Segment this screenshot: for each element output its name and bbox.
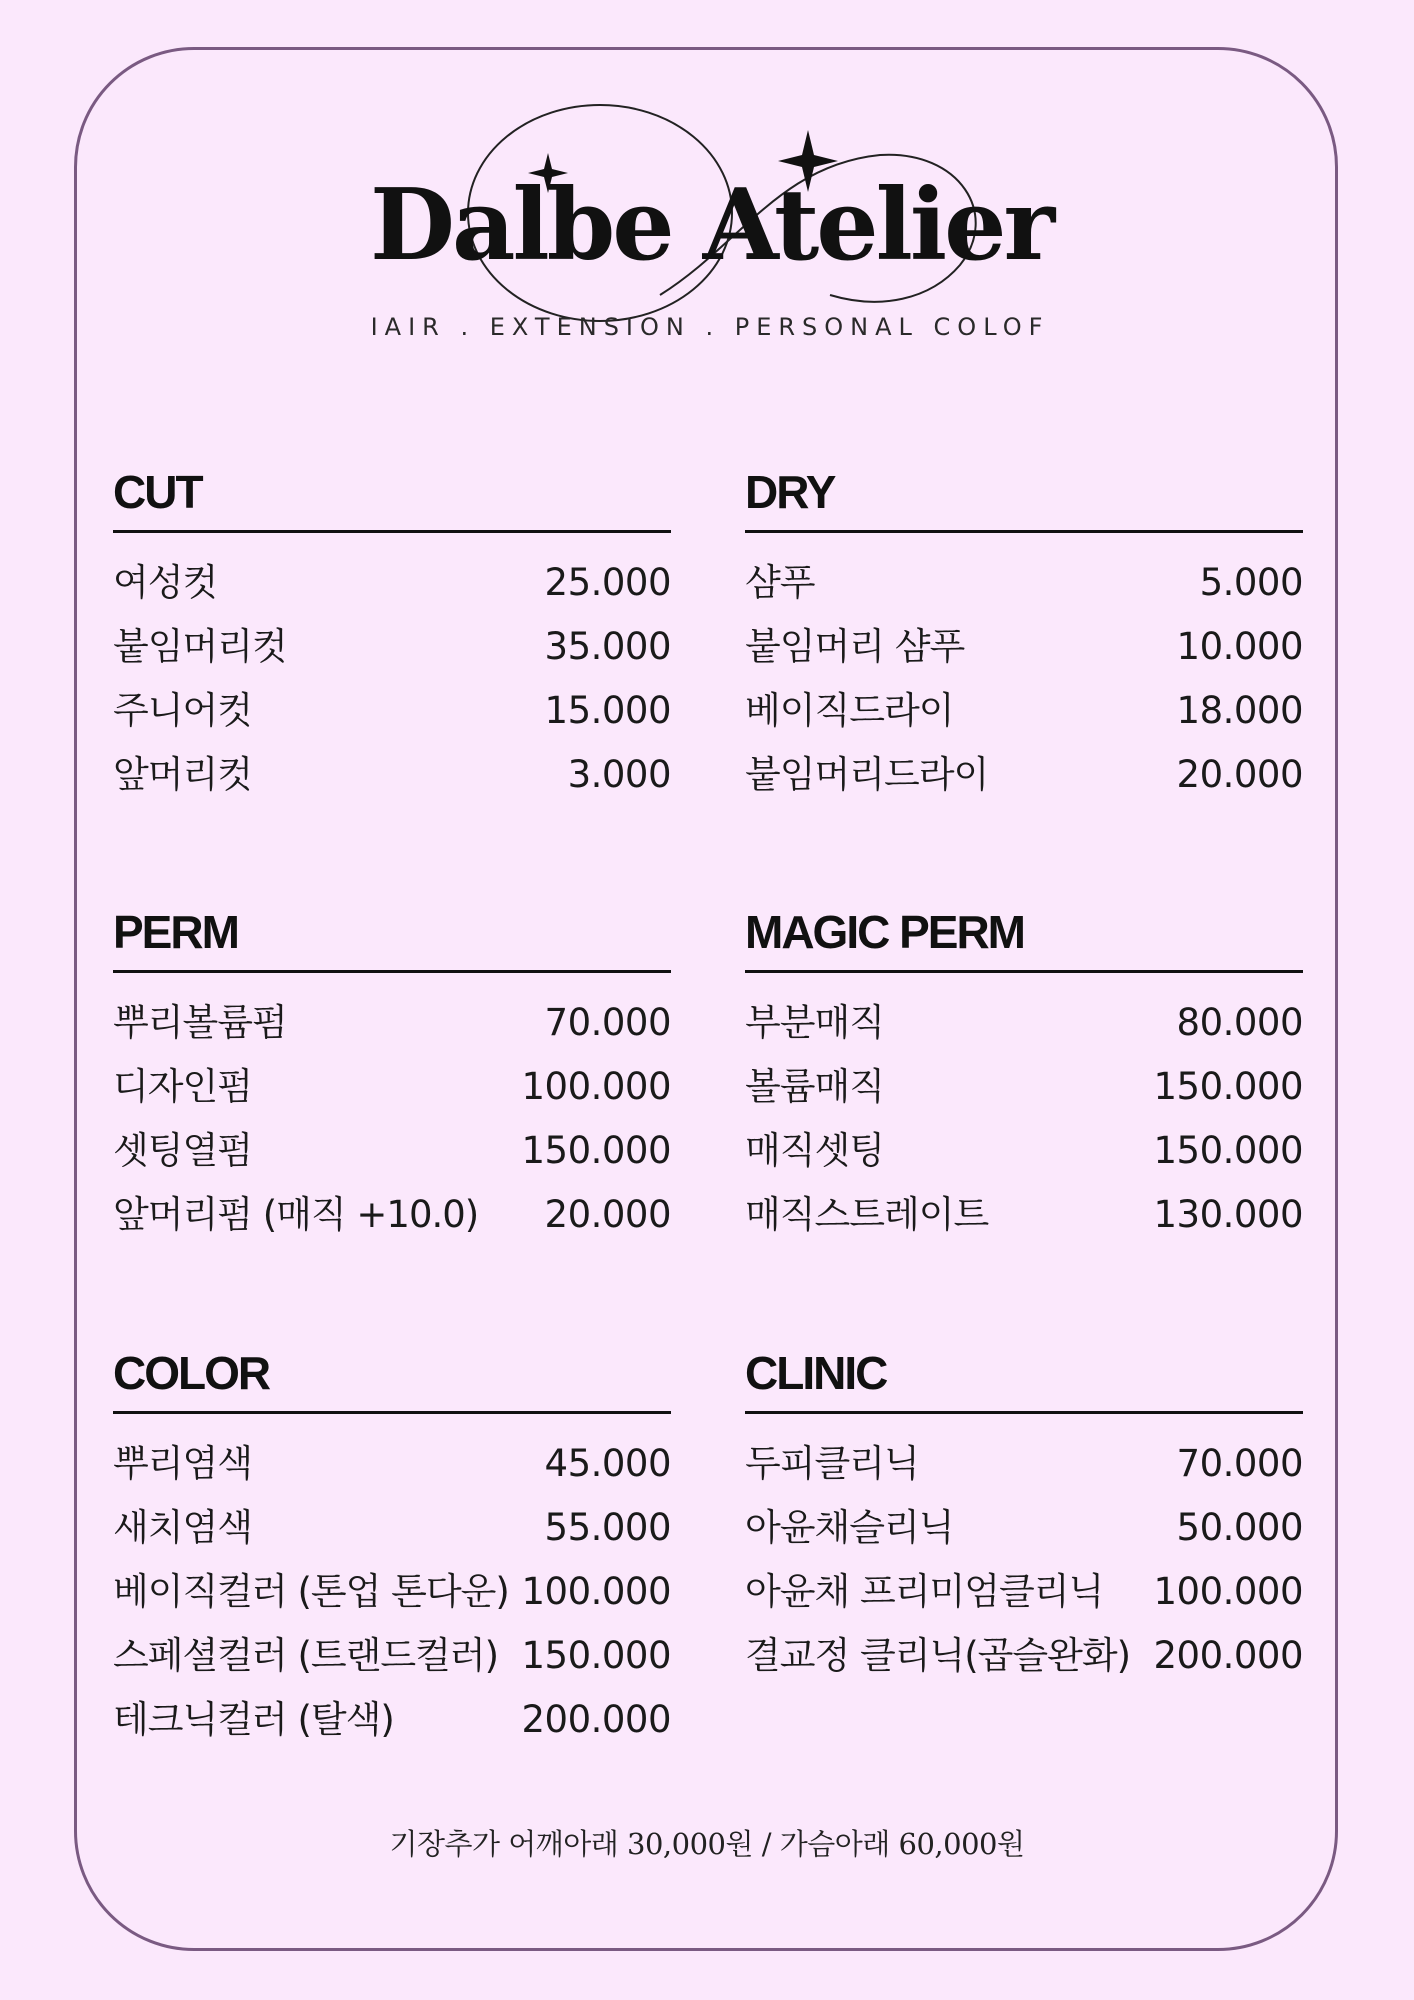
footer-note: 기장추가 어깨아래 30,000원 / 가슴아래 60,000원 <box>389 1827 1025 1861</box>
item-price: 100.000 <box>521 1065 671 1108</box>
menu-item <box>745 1063 1303 1127</box>
item-price: 50.000 <box>1176 1506 1303 1549</box>
menu-item <box>113 1696 671 1760</box>
menu-item <box>113 1063 671 1127</box>
item-name: 앞머리펌 (매직 +10.0) <box>113 1193 479 1236</box>
brand-tagline: IAIR . EXTENSION . PERSONAL COLOF <box>370 313 1050 341</box>
menu-item <box>113 1568 671 1632</box>
menu-item <box>745 623 1303 687</box>
item-price: 150.000 <box>1153 1129 1303 1172</box>
menu-item <box>745 1191 1303 1255</box>
menu-item <box>113 1632 671 1696</box>
section-title: MAGIC PERM <box>745 902 1303 973</box>
menu-item <box>745 999 1303 1063</box>
item-name: 아윤채슬리닉 <box>745 1506 954 1549</box>
menu-item <box>745 559 1303 623</box>
item-price: 80.000 <box>1176 1001 1303 1044</box>
item-name: 붙임머리드라이 <box>745 753 989 796</box>
item-price: 5.000 <box>1199 561 1303 604</box>
section-title: PERM <box>113 902 671 973</box>
item-price: 100.000 <box>521 1570 671 1613</box>
item-name: 매직셋팅 <box>745 1129 884 1172</box>
section-dry <box>745 462 1303 815</box>
item-price: 3.000 <box>567 753 671 796</box>
menu-item <box>745 687 1303 751</box>
item-name: 샴푸 <box>745 561 815 604</box>
item-price: 150.000 <box>521 1634 671 1677</box>
menu-item <box>113 999 671 1063</box>
menu-item <box>113 687 671 751</box>
item-name: 새치염색 <box>113 1506 252 1549</box>
section-title: CLINIC <box>745 1343 1303 1414</box>
item-name: 셋팅열펌 <box>113 1129 252 1172</box>
item-name: 디자인펌 <box>113 1065 252 1108</box>
menu-item <box>113 1504 671 1568</box>
item-price: 15.000 <box>544 689 671 732</box>
item-price: 130.000 <box>1153 1193 1303 1236</box>
menu-item <box>113 623 671 687</box>
item-price: 20.000 <box>544 1193 671 1236</box>
brand-logo <box>360 95 1060 355</box>
menu-item <box>745 1632 1303 1696</box>
item-price: 200.000 <box>1153 1634 1303 1677</box>
section-clinic <box>745 1343 1303 1696</box>
menu-item <box>745 751 1303 815</box>
item-price: 10.000 <box>1176 625 1303 668</box>
menu-item <box>745 1504 1303 1568</box>
menu-item <box>113 751 671 815</box>
item-price: 45.000 <box>544 1442 671 1485</box>
menu-item <box>113 1440 671 1504</box>
item-name: 베이직컬러 (톤업 톤다운) <box>113 1570 509 1613</box>
item-name: 주니어컷 <box>113 689 252 732</box>
section-title: COLOR <box>113 1343 671 1414</box>
item-name: 볼륨매직 <box>745 1065 884 1108</box>
menu-item <box>745 1440 1303 1504</box>
item-price: 25.000 <box>544 561 671 604</box>
item-price: 150.000 <box>521 1129 671 1172</box>
item-price: 55.000 <box>544 1506 671 1549</box>
section-perm <box>113 902 671 1255</box>
menu-item <box>745 1568 1303 1632</box>
item-price: 70.000 <box>544 1001 671 1044</box>
section-cut <box>113 462 671 815</box>
item-name: 매직스트레이트 <box>745 1193 989 1236</box>
item-name: 뿌리볼륨펌 <box>113 1001 287 1044</box>
item-name: 붙임머리컷 <box>113 625 287 668</box>
item-price: 18.000 <box>1176 689 1303 732</box>
item-name: 테크닉컬러 (탈색) <box>113 1698 394 1741</box>
section-title: DRY <box>745 462 1303 533</box>
item-name: 베이직드라이 <box>745 689 954 732</box>
item-name: 부분매직 <box>745 1001 884 1044</box>
section-color <box>113 1343 671 1760</box>
item-price: 150.000 <box>1153 1065 1303 1108</box>
section-title: CUT <box>113 462 671 533</box>
item-price: 100.000 <box>1153 1570 1303 1613</box>
item-price: 20.000 <box>1176 753 1303 796</box>
menu-item <box>745 1127 1303 1191</box>
item-price: 200.000 <box>521 1698 671 1741</box>
item-name: 뿌리염색 <box>113 1442 252 1485</box>
menu-item <box>113 559 671 623</box>
item-name: 앞머리컷 <box>113 753 252 796</box>
section-magic-perm <box>745 902 1303 1255</box>
item-name: 두피클리닉 <box>745 1442 919 1485</box>
item-name: 아윤채 프리미엄클리닉 <box>745 1570 1104 1613</box>
menu-item <box>113 1127 671 1191</box>
menu-item <box>113 1191 671 1255</box>
brand-name: Dalbe Atelier <box>370 168 1053 283</box>
item-name: 붙임머리 샴푸 <box>745 625 965 668</box>
item-name: 여성컷 <box>113 561 218 604</box>
item-price: 35.000 <box>544 625 671 668</box>
item-name: 결교정 클리닉(곱슬완화) <box>745 1634 1131 1677</box>
item-name: 스페셜컬러 (트랜드컬러) <box>113 1634 499 1677</box>
item-price: 70.000 <box>1176 1442 1303 1485</box>
